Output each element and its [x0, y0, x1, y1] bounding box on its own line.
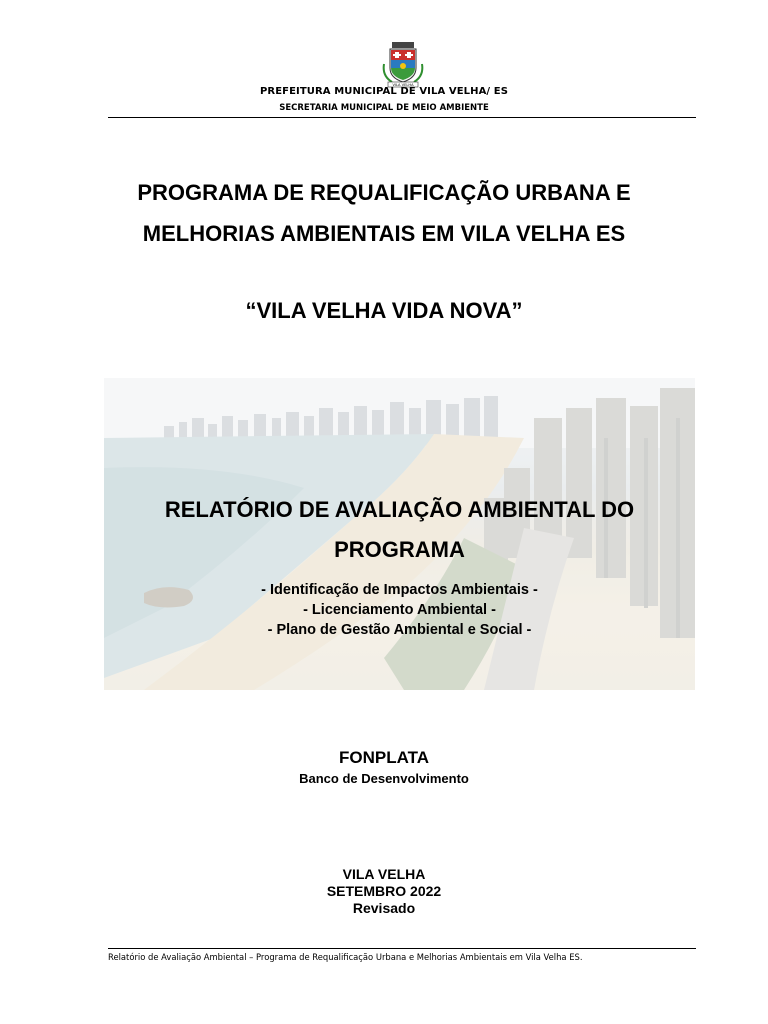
header-secretaria: SECRETARIA MUNICIPAL DE MEIO AMBIENTE: [279, 103, 489, 113]
footer-divider: [108, 948, 696, 949]
report-title-line-1: RELATÓRIO DE AVALIAÇÃO AMBIENTAL DO: [164, 497, 635, 522]
city-name: VILA VELHA: [342, 866, 426, 882]
sponsor-description: Banco de Desenvolvimento: [299, 771, 469, 786]
sponsor-name: FONPLATA: [338, 748, 430, 767]
program-title: [90, 172, 678, 254]
page-footer: Relatório de Avaliação Ambiental – Programa de Requalificação Urbana e Melhorias Ambientais em Vila Velha ES.: [108, 952, 583, 962]
publication-date: SETEMBRO 2022: [326, 883, 442, 899]
place-date-block: [0, 866, 768, 917]
seal-caption: VILA VELHA: [392, 83, 414, 87]
topic-item: - Licenciamento Ambiental -: [303, 602, 496, 618]
header-divider: [108, 117, 696, 118]
program-title-line-2: MELHORIAS AMBIENTAIS EM VILA VELHA ES: [142, 221, 626, 246]
topic-item: - Plano de Gestão Ambiental e Social -: [267, 622, 532, 638]
header-prefeitura: PREFEITURA MUNICIPAL DE VILA VELHA/ ES: [259, 86, 508, 97]
revision-status: Revisado: [352, 900, 416, 916]
program-title-line-1: PROGRAMA DE REQUALIFICAÇÃO URBANA E: [137, 180, 631, 205]
city-seal-icon: [382, 42, 424, 88]
report-topics: [104, 580, 695, 640]
report-title-line-2: PROGRAMA: [334, 537, 465, 562]
program-subtitle: “VILA VELHA VIDA NOVA”: [245, 298, 523, 323]
topic-item: - Identificação de Impactos Ambientais -: [261, 582, 538, 598]
report-title: [104, 490, 695, 570]
